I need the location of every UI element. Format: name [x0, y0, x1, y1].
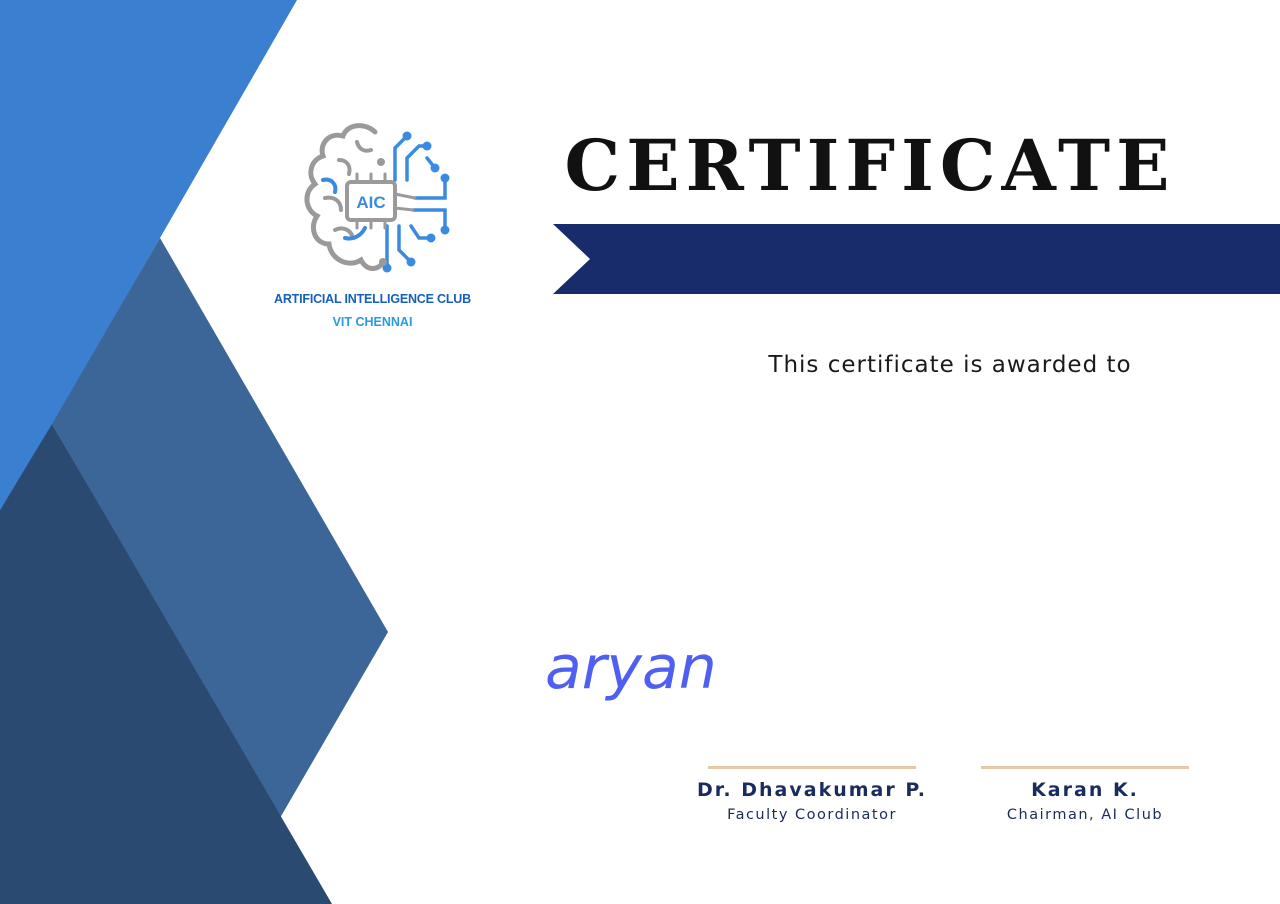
signatory-name: Karan K.: [1031, 779, 1139, 801]
awarded-to-text: This certificate is awarded to: [768, 352, 1132, 378]
club-logo: [255, 118, 490, 338]
signature-line: [981, 766, 1189, 769]
logo-college-name: VIT CHENNAI: [332, 315, 413, 329]
signatory-name: Dr. Dhavakumar P.: [696, 779, 927, 801]
signature-block-chairman: [960, 766, 1210, 823]
signature-line: [708, 766, 916, 769]
recipient-name: aryan: [545, 633, 717, 703]
brain-circuit-icon: [295, 118, 455, 286]
signatory-role: Faculty Coordinator: [727, 807, 897, 823]
signatory-role: Chairman, AI Club: [1006, 807, 1164, 823]
signature-block-coordinator: [687, 766, 937, 823]
svg-text:AIC: AIC: [356, 193, 386, 212]
logo-club-name: ARTIFICIAL INTELLIGENCE CLUB: [274, 292, 471, 306]
title-ribbon: [553, 224, 1280, 294]
certificate-title: CERTIFICATE: [564, 124, 1176, 207]
